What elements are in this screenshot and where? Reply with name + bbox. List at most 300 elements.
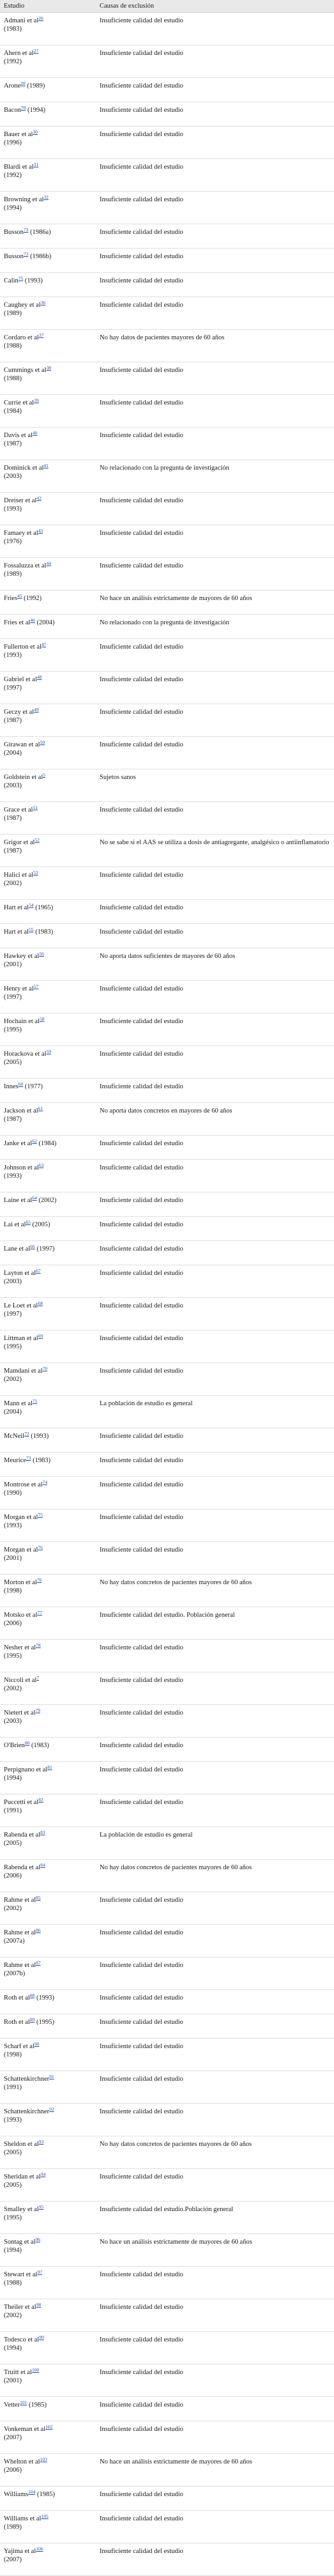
study-year: (1983) [31, 1742, 49, 1749]
reference-link[interactable]: 62 [32, 1138, 37, 1144]
study-year: (1984) [38, 1140, 57, 1147]
study-cell [0, 493, 96, 525]
table-row [0, 924, 334, 948]
study-cell [0, 1990, 96, 2014]
table-row [0, 1330, 334, 1363]
reference-link[interactable]: 54 [29, 902, 34, 908]
reference-link[interactable]: 73 [23, 227, 29, 233]
exclusion-cause: Insuficiente calidad del estudio [96, 704, 334, 737]
study-cell [0, 297, 96, 330]
reference-link[interactable]: 94 [40, 2171, 46, 2177]
reference-link[interactable]: 48 [36, 674, 42, 680]
reference-link[interactable]: 104 [28, 2489, 36, 2495]
study-author: Arone [4, 82, 21, 89]
study-cell [0, 1396, 96, 1428]
study-cell [0, 802, 96, 835]
study-year: (2006) [4, 2467, 22, 2474]
reference-link[interactable]: 100 [31, 2367, 40, 2373]
study-cell [0, 1477, 96, 1509]
study-cell [0, 2202, 96, 2234]
study-year: (1991) [4, 1807, 22, 1814]
table-row [0, 2454, 334, 2487]
reference-link[interactable]: 53 [33, 870, 38, 875]
reference-link[interactable]: 76 [38, 1545, 43, 1550]
study-author: Rahme et al [4, 1962, 36, 1969]
exclusion-cause: Insuficiente calidad del estudio [96, 2299, 334, 2332]
exclusion-cause: Insuficiente calidad del estudio [96, 2169, 334, 2202]
table-row [0, 45, 334, 78]
table-row [0, 2039, 334, 2071]
reference-link[interactable]: 32 [43, 194, 49, 200]
reference-link[interactable]: 89 [29, 2017, 35, 2023]
exclusion-cause: Insuficiente calidad del estudio [96, 981, 334, 1014]
study-year: (2004) [4, 1408, 22, 1415]
study-cell [0, 273, 96, 297]
study-year: (1983) [33, 1457, 51, 1464]
study-cell [0, 1640, 96, 1672]
study-author: Todesco et al [4, 2336, 40, 2343]
table-row [0, 2234, 334, 2267]
study-author: Scharf et al [4, 2043, 34, 2050]
table-row [0, 1046, 334, 1079]
study-cell [0, 1160, 96, 1192]
reference-link[interactable]: 66 [30, 1244, 35, 1249]
reference-link[interactable]: 44 [46, 560, 51, 566]
reference-link[interactable]: 40 [32, 430, 38, 436]
study-year: (1997) [4, 1311, 22, 1318]
study-year: (2002) [38, 1197, 57, 1204]
study-cell [0, 1860, 96, 1892]
reference-link[interactable]: 85 [36, 1895, 41, 1901]
exclusion-cause: Insuficiente calidad del estudio. Población general [96, 1607, 334, 1640]
table-row [0, 1453, 334, 1477]
reference-link[interactable]: 76 [36, 1577, 42, 1583]
study-cell [0, 2397, 96, 2421]
table-row [0, 1640, 334, 1672]
study-author: Famaey et al [4, 530, 38, 537]
exclusion-cause: Insuficiente calidad del estudio [96, 2487, 334, 2511]
study-author: Rahme et al [4, 1929, 36, 1936]
exclusion-cause: Insuficiente calidad del estudio [96, 13, 334, 45]
study-year: (1976) [4, 538, 22, 545]
table-row [0, 948, 334, 981]
study-author: Puccetti et al [4, 1799, 39, 1806]
exclusion-cause: Insuficiente calidad del estudio [96, 1046, 334, 1079]
study-cell [0, 1103, 96, 1136]
reference-link[interactable]: 45 [17, 593, 22, 599]
reference-link[interactable]: 86 [36, 1927, 41, 1933]
reference-link[interactable]: 60 [18, 1081, 24, 1087]
study-year: (1987) [4, 847, 22, 854]
reference-link[interactable]: 105 [41, 2513, 49, 2519]
reference-link[interactable]: 67 [36, 1268, 41, 1274]
exclusion-cause: Insuficiente calidad del estudio [96, 1509, 334, 1542]
study-cell [0, 615, 96, 639]
reference-link[interactable]: 88 [29, 1993, 35, 1998]
reference-link[interactable]: 97 [37, 2269, 42, 2275]
study-year: (1993) [24, 277, 43, 284]
reference-link[interactable]: 63 [38, 1162, 44, 1168]
table-row [0, 273, 334, 297]
study-cell [0, 2039, 96, 2071]
study-cell [0, 127, 96, 159]
exclusion-cause: Insuficiente calidad del estudio [96, 2397, 334, 2421]
exclusion-cause: Insuficiente calidad del estudio [96, 493, 334, 525]
reference-link[interactable]: 82 [38, 1797, 43, 1803]
exclusion-cause: Insuficiente calidad del estudio [96, 2267, 334, 2299]
reference-link[interactable]: 98 [36, 2302, 42, 2308]
exclusion-cause: Insuficiente calidad del estudio [96, 1217, 334, 1241]
study-cell [0, 835, 96, 867]
study-author: Mamdani et al [4, 1368, 43, 1375]
study-author: Smalley et al [4, 2206, 39, 2213]
reference-link[interactable]: 78 [36, 1642, 41, 1648]
reference-link[interactable]: 70 [20, 105, 26, 111]
table-row [0, 1794, 334, 1827]
exclusion-cause: Insuficiente calidad del estudio [96, 1363, 334, 1396]
reference-link[interactable]: 5 [43, 772, 45, 778]
study-cell [0, 192, 96, 224]
exclusion-cause: Insuficiente calidad del estudio [96, 2014, 334, 2039]
study-author: Davis et al [4, 432, 33, 439]
exclusion-cause: Insuficiente calidad del estudio [96, 737, 334, 769]
table-row [0, 493, 334, 525]
exclusion-cause: Insuficiente calidad del estudio [96, 2039, 334, 2071]
study-year: (2007) [4, 2556, 22, 2563]
study-cell [0, 2332, 96, 2364]
exclusion-cause: No hay datos concretos de pacientes mayores de 60 años [96, 1575, 334, 1607]
reference-link[interactable]: 75 [18, 275, 24, 281]
table-row [0, 1925, 334, 1957]
study-cell [0, 102, 96, 127]
study-author: Whelton et al [4, 2458, 40, 2465]
exclusion-cause: Insuficiente calidad del estudio [96, 1925, 334, 1957]
reference-link[interactable]: 103 [40, 2456, 47, 2462]
study-year: (1993) [31, 1433, 49, 1440]
study-year: (1993) [36, 1994, 54, 2001]
exclusion-cause: No hay datos concretos de pacientes mayores de 60 años [96, 1860, 334, 1892]
study-author: Rahme et al [4, 1897, 36, 1904]
reference-link[interactable]: 59 [46, 1049, 51, 1054]
reference-link[interactable]: 28 [20, 81, 26, 86]
reference-link[interactable]: 36 [40, 300, 46, 305]
reference-link[interactable]: 26 [38, 15, 43, 21]
reference-link[interactable]: 52 [34, 837, 40, 843]
study-year: (1989) [4, 2524, 22, 2531]
exclusion-cause: Insuficiente calidad del estudio [96, 1990, 334, 2014]
study-cell [0, 45, 96, 78]
reference-link[interactable]: 84 [40, 1862, 45, 1868]
study-year: (1994) [4, 1775, 22, 1782]
reference-link[interactable]: 7 [36, 1675, 40, 1681]
study-cell [0, 867, 96, 900]
study-year: (1995) [4, 2214, 22, 2221]
reference-link[interactable]: 37 [38, 332, 44, 338]
reference-link[interactable]: 102 [45, 2424, 53, 2430]
header-exclusion-cause: Causas de exclusión [96, 0, 334, 13]
study-year: (1994) [27, 107, 45, 114]
reference-link[interactable]: 65 [26, 1219, 31, 1225]
study-year: (1996) [4, 139, 22, 146]
exclusion-cause: Insuficiente calidad del estudio [96, 1794, 334, 1827]
exclusion-cause: Insuficiente calidad del estudio [96, 1640, 334, 1672]
study-author: Jackson et al [4, 1107, 38, 1114]
study-author: Lane et al [4, 1246, 31, 1253]
exclusion-cause: Insuficiente calidad del estudio [96, 1298, 334, 1330]
study-author: Halici et al [4, 872, 34, 879]
table-row [0, 1575, 334, 1607]
table-row [0, 2511, 334, 2543]
study-cell [0, 1738, 96, 1762]
table-row [0, 127, 334, 159]
reference-link[interactable]: 30 [33, 129, 38, 135]
reference-link[interactable]: 92 [49, 2106, 54, 2112]
study-year: (1995) [4, 1343, 22, 1350]
study-author: Motsko et al [4, 1612, 38, 1619]
reference-link[interactable]: 96 [35, 2237, 41, 2242]
study-year: (1977) [24, 1083, 43, 1090]
reference-link[interactable]: 39 [34, 397, 39, 403]
exclusion-cause: Insuficiente calidad del estudio [96, 45, 334, 78]
study-author: Roth et al [4, 1994, 30, 2001]
reference-link[interactable]: 46 [30, 617, 35, 623]
study-cell [0, 924, 96, 948]
study-year: (2005) [4, 2149, 22, 2156]
reference-link[interactable]: 71 [32, 1398, 38, 1404]
reference-link[interactable]: 38 [46, 365, 51, 371]
table-row [0, 1192, 334, 1217]
table-row [0, 558, 334, 590]
exclusion-cause: Insuficiente calidad del estudio [96, 1160, 334, 1192]
reference-link[interactable]: 58 [39, 1016, 45, 1022]
table-row [0, 900, 334, 924]
study-cell [0, 2487, 96, 2511]
study-cell [0, 769, 96, 802]
reference-link[interactable]: 73 [23, 251, 29, 257]
reference-link[interactable]: 81 [47, 1764, 52, 1770]
table-row [0, 1014, 334, 1046]
table-row [0, 525, 334, 558]
study-cell [0, 704, 96, 737]
table-row [0, 639, 334, 672]
reference-link[interactable]: 41 [43, 463, 49, 468]
reference-link[interactable]: 57 [33, 983, 39, 989]
reference-link[interactable]: 49 [34, 707, 39, 713]
reference-link[interactable]: 106 [36, 2546, 43, 2552]
exclusion-cause: No relacionado con la pregunta de investigación [96, 615, 334, 639]
reference-link[interactable]: 73 [26, 1455, 31, 1461]
table-row [0, 737, 334, 769]
reference-link[interactable]: 51 [33, 805, 38, 810]
reference-link[interactable]: 79 [35, 1708, 41, 1713]
reference-link[interactable]: 50 [40, 739, 45, 745]
reference-link[interactable]: 75 [38, 1512, 43, 1518]
table-header [0, 0, 334, 13]
study-year: (2007) [4, 2434, 22, 2441]
exclusion-cause: Insuficiente calidad del estudio [96, 2364, 334, 2397]
study-cell [0, 395, 96, 428]
exclusion-cause: Insuficiente calidad del estudio [96, 867, 334, 900]
table-row [0, 2421, 334, 2454]
study-author: Gabriel et al [4, 676, 37, 683]
exclusion-cause: Insuficiente calidad del estudio [96, 639, 334, 672]
study-year: (1993) [4, 505, 22, 513]
study-year: (1995) [4, 1026, 22, 1033]
study-cell [0, 460, 96, 493]
study-author: Bacon [4, 107, 21, 114]
reference-link[interactable]: 64 [32, 1195, 37, 1201]
study-year: (2005) [4, 1059, 22, 1066]
study-year: (1992) [4, 172, 22, 179]
study-year: (2002) [4, 2312, 22, 2319]
reference-link[interactable]: 70 [42, 1366, 48, 1371]
exclusion-cause: No hay datos de pacientes mayores de 60 años [96, 330, 334, 362]
study-cell [0, 948, 96, 981]
exclusion-cause: Sujetos sanos [96, 769, 334, 802]
study-cell [0, 737, 96, 769]
study-year: (1997) [4, 994, 22, 1001]
reference-link[interactable]: 77 [37, 1610, 42, 1616]
reference-link[interactable]: 47 [41, 642, 47, 647]
study-cell [0, 1827, 96, 1860]
study-author: Busson [4, 229, 24, 236]
study-year: (1997) [4, 684, 22, 691]
table-row [0, 78, 334, 102]
reference-link[interactable]: 61 [38, 1106, 43, 1111]
reference-link[interactable]: 99 [39, 2334, 44, 2340]
table-row [0, 2104, 334, 2136]
reference-link[interactable]: 93 [38, 2139, 44, 2145]
table-row [0, 1672, 334, 1705]
reference-link[interactable]: 31 [33, 162, 39, 167]
exclusion-cause: No hace un análisis estrictamente de mayores de 60 años [96, 590, 334, 615]
header-row [0, 0, 334, 13]
study-cell [0, 1762, 96, 1794]
reference-link[interactable]: 43 [38, 528, 43, 534]
reference-link[interactable]: 55 [29, 927, 34, 932]
table-row [0, 224, 334, 249]
exclusion-cause: Insuficiente calidad del estudio [96, 2421, 334, 2454]
study-author: Meurice [4, 1457, 26, 1464]
reference-link[interactable]: 72 [24, 1431, 29, 1437]
study-author: Schattenkirchner [4, 2108, 50, 2115]
exclusion-cause: No hay datos concretos de pacientes mayores de 60 años [96, 2136, 334, 2169]
study-year: (1989) [27, 82, 45, 89]
study-author: Yajima et al [4, 2548, 36, 2555]
study-author: Admani et al [4, 17, 39, 24]
study-author: Williams et al [4, 2515, 42, 2522]
study-cell [0, 2511, 96, 2543]
table-row [0, 2397, 334, 2421]
reference-link[interactable]: 27 [33, 48, 39, 54]
study-author: Morgan et al [4, 1514, 38, 1521]
reference-link[interactable]: 42 [36, 495, 42, 501]
exclusion-cause: Insuficiente calidad del estudio [96, 102, 334, 127]
study-year: (2005) [4, 1840, 22, 1847]
table-row [0, 2267, 334, 2299]
study-author: Browning et al [4, 196, 44, 203]
study-author: Truitt et al [4, 2369, 32, 2376]
exclusion-cause: Insuficiente calidad del estudio [96, 1192, 334, 1217]
study-year: (1987) [4, 440, 22, 447]
study-year: (1993) [4, 652, 22, 659]
exclusion-cause: Insuficiente calidad del estudio [96, 1241, 334, 1265]
study-year: (1995) [36, 2019, 54, 2026]
study-cell [0, 1298, 96, 1330]
exclusion-cause: Insuficiente calidad del estudio [96, 297, 334, 330]
reference-link[interactable]: 91 [49, 2074, 54, 2079]
study-author: Nesher et al [4, 1644, 36, 1651]
exclusion-cause: Insuficiente calidad del estudio [96, 2332, 334, 2364]
reference-link[interactable]: 87 [36, 1960, 41, 1966]
study-author: Dreiser et al [4, 497, 37, 504]
exclusion-cause: Insuficiente calidad del estudio [96, 273, 334, 297]
reference-link[interactable]: 83 [40, 1830, 45, 1835]
study-author: Roth et al [4, 2019, 30, 2026]
exclusion-cause: Insuficiente calidad del estudio [96, 1428, 334, 1453]
reference-link[interactable]: 95 [38, 2204, 44, 2210]
reference-link[interactable]: 74 [42, 1479, 48, 1485]
reference-link[interactable]: 69 [38, 1333, 43, 1339]
study-cell [0, 2364, 96, 2397]
study-year: (1988) [4, 375, 22, 382]
study-author: Sheridan et al [4, 2173, 41, 2180]
exclusion-cause: No relacionado con la pregunta de investigación [96, 460, 334, 493]
table-row [0, 13, 334, 45]
study-author: Blardi et al [4, 164, 34, 171]
study-cell [0, 1217, 96, 1241]
exclusion-cause: Insuficiente calidad del estudio [96, 192, 334, 224]
study-cell [0, 2543, 96, 2576]
exclusion-cause: Insuficiente calidad del estudio [96, 127, 334, 159]
exclusion-cause: Insuficiente calidad del estudio [96, 1014, 334, 1046]
table-row [0, 1827, 334, 1860]
study-author: Fries [4, 595, 17, 602]
study-cell [0, 1363, 96, 1396]
study-author: Caughey et al [4, 302, 41, 309]
reference-link[interactable]: 80 [24, 1740, 30, 1746]
exclusion-cause: Insuficiente calidad del estudio [96, 1079, 334, 1103]
exclusion-cause: Insuficiente calidad del estudio [96, 672, 334, 704]
table-row [0, 704, 334, 737]
study-year: (1989) [4, 310, 22, 317]
table-row [0, 590, 334, 615]
reference-link[interactable]: 56 [39, 951, 44, 957]
table-row [0, 1079, 334, 1103]
reference-link[interactable]: 90 [34, 2041, 40, 2047]
study-year: (1985) [36, 2491, 55, 2498]
table-row [0, 1892, 334, 1925]
exclusion-cause: Insuficiente calidad del estudio [96, 1136, 334, 1160]
study-cell [0, 2136, 96, 2169]
table-row [0, 297, 334, 330]
study-cell [0, 2234, 96, 2267]
study-author: Theiler et al [4, 2304, 36, 2311]
study-year: (2001) [4, 2377, 22, 2384]
table-row [0, 159, 334, 192]
reference-link[interactable]: 68 [38, 1300, 43, 1306]
study-cell [0, 1607, 96, 1640]
table-row [0, 192, 334, 224]
study-cell [0, 1892, 96, 1925]
exclusion-cause: Insuficiente calidad del estudio [96, 1453, 334, 1477]
study-cell [0, 525, 96, 558]
reference-link[interactable]: 101 [20, 2400, 27, 2405]
exclusion-cause: Insuficiente calidad del estudio [96, 1672, 334, 1705]
table-row [0, 2136, 334, 2169]
table-row [0, 672, 334, 704]
study-year: (2001) [4, 1555, 22, 1562]
